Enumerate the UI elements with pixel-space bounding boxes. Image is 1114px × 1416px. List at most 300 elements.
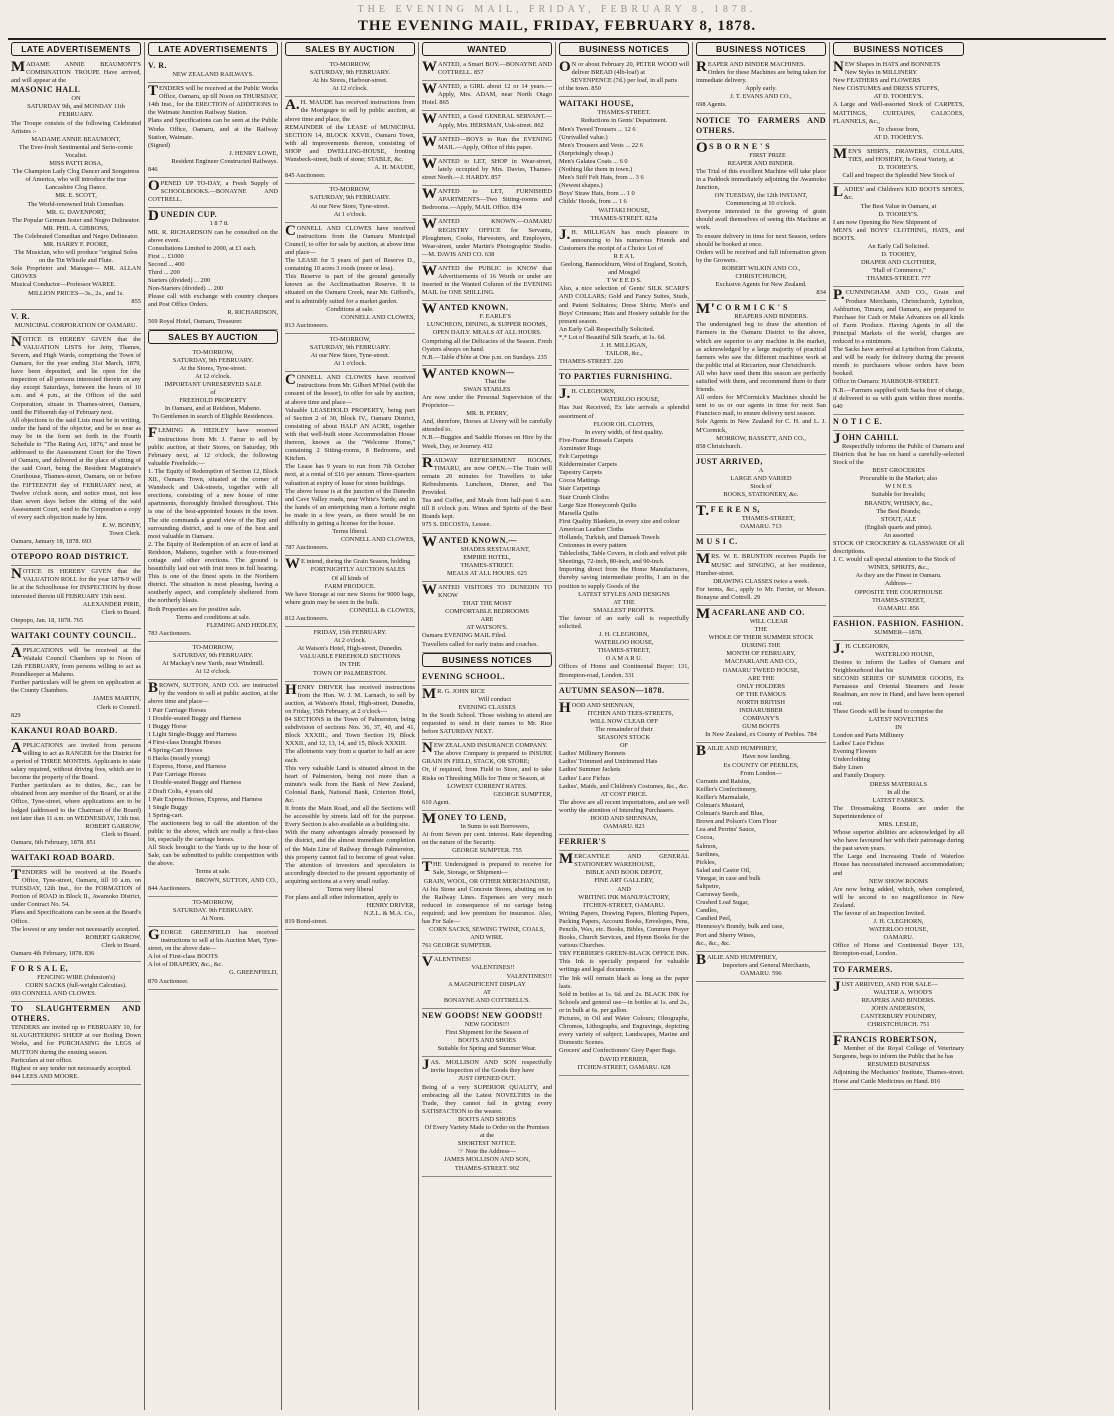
ad-line: Consultations Limited to 2000, at £1 each. bbox=[148, 244, 257, 252]
ad-line: Second ... 400 bbox=[148, 260, 185, 268]
advertisement bbox=[833, 59, 964, 146]
ad-line: At 12 o'clock. bbox=[195, 668, 231, 676]
ad-line: AT COST PRICE. bbox=[600, 790, 648, 798]
ad-line: OTEPOPO ROAD DISTRICT. bbox=[11, 552, 129, 562]
advertisement bbox=[148, 347, 278, 426]
ad-line: THAMES-STREET. 823a bbox=[590, 214, 658, 222]
ad-line: of the town. 850 bbox=[559, 85, 601, 93]
ad-line: GUM BOOTS bbox=[742, 723, 780, 731]
ad-line: MEN'S and BOYS' CLOTHING, HATS, and BOOTS. bbox=[833, 226, 964, 242]
advertisement bbox=[696, 606, 826, 743]
advertisement bbox=[148, 83, 278, 178]
ad-line: Terms liberal. bbox=[332, 528, 368, 536]
ad-line: SEVENPENCE (7d.) per loaf, in all parts bbox=[570, 77, 678, 85]
ad-line: Address— bbox=[884, 580, 913, 588]
ad-line: Or, if required, from Field to Store, and to take Risks on Threshing Mills for Time or Season, at bbox=[422, 766, 552, 782]
ad-line: MILLION PRICES—3s., 2s., and 1s. bbox=[28, 289, 124, 297]
ad-line: Sardines, bbox=[696, 850, 720, 858]
advertisement bbox=[833, 287, 964, 414]
ad-line: FORTNIGHTLY AUCTION SALES bbox=[310, 566, 406, 574]
ad-line: This very valuable Land is situated almost in the heart of Palmerston, being not more than a minute's walk from the Bank of New Zealand, Colonial Bank, National Bank, Criterion Hotel, &c. bbox=[285, 764, 415, 804]
advertisement bbox=[285, 334, 415, 372]
ad-line: TENDERS are invited up to FEBRUARY 10, for SLAUGHTERING SHEEP at our Boiling Down Works, and for PURCHASING the LEGS of MUTTON during the ensuing season. bbox=[11, 1024, 141, 1056]
ad-line: Starters (divided) ... 200 bbox=[148, 277, 211, 285]
ad-line: MR. E. SCOTT, bbox=[55, 192, 97, 200]
ad-line: These Goods will be found to comprise the bbox=[833, 707, 944, 715]
advertisement bbox=[422, 156, 552, 186]
ad-line: GRAIN, WOOL, OR OTHER MERCHANDISE, bbox=[423, 877, 551, 885]
ad-line: LOWEST CURRENT RATES. bbox=[447, 782, 527, 790]
ad-line: Further particulars as to duties, &c., can be obtained from any member of the Board, or at the Office, Tyne-street, where applications are to be lodged (addressed to the Chairman of the Board) not later than 11 a.m. on WEDNESDAY, 13th inst. bbox=[11, 782, 141, 822]
ad-line: Travellers called for early trains and coaches. bbox=[422, 640, 538, 648]
ad-line: WILL CLEAR bbox=[749, 617, 788, 625]
advertisement bbox=[833, 641, 964, 963]
ad-line: OAMARU. 856 bbox=[877, 604, 920, 612]
ad-line: LADIES' and Children's KID BOOTS SHOES, &c. bbox=[833, 184, 964, 202]
ad-line: Respectfully informs the Public of Oamaru and Districts that he has on hand a carefully-selected Stock of the bbox=[833, 442, 964, 467]
advertisement bbox=[11, 629, 141, 645]
ad-line: E. W. BONBY, bbox=[102, 521, 141, 529]
ad-line: 787 Auctioneers. bbox=[285, 544, 329, 552]
ad-line: WANTED, a Smart BOY.—BONAYNE AND COTTRELL. 857 bbox=[422, 59, 552, 77]
ad-line: Grocers' and Confectioners' Grey Paper Bags. bbox=[559, 1047, 677, 1055]
ad-line: (Newest shapes.) bbox=[559, 182, 603, 190]
ad-line: BROWN, SUTTON, AND CO. are instructed by the vendors to sell at public auction, at the above time and place— bbox=[148, 680, 278, 706]
ad-line: J.H. CLEGHORN, bbox=[833, 640, 890, 657]
ad-line: 4 Spring-Cart Horses bbox=[148, 747, 203, 755]
ad-line: Men's Tweed Trousers ... 12 6 bbox=[559, 125, 636, 133]
ad-line: EMPIRE HOTEL, bbox=[463, 553, 511, 561]
advertisement bbox=[148, 927, 278, 990]
section-header: SALES BY AUCTION bbox=[148, 330, 278, 344]
ad-line: Cretonnes in every pattern bbox=[559, 542, 627, 550]
ad-line: Procurable in the Market; also bbox=[859, 475, 938, 483]
ad-line: Orders will be received and full information given by the Growers. bbox=[696, 248, 826, 264]
ad-line: THAT THE MOST bbox=[462, 600, 512, 608]
ad-line: Sole Proprietor and Manager— MR. ALLAN GROVES bbox=[11, 265, 141, 281]
ad-line: WANTED the PUBLIC to KNOW that Advertisements of 16 Words or under are inserted in the Wanted Column of the EVENING MAIL for ONE SHILLING. bbox=[422, 262, 552, 297]
ad-line: WANTED, a GIRL about 12 or 14 years.—Apply, Mrs. ADAM, near North Otago Hotel. 865 bbox=[422, 81, 552, 107]
ad-line: Salmon, bbox=[696, 842, 718, 850]
ad-line: SATURDAY, 9th FEBRUARY. bbox=[172, 652, 254, 659]
advertisement bbox=[422, 186, 552, 216]
ad-line: BONAYNE AND COTTRELL'S. bbox=[443, 996, 531, 1004]
masthead bbox=[8, 4, 1106, 40]
ad-line: Underclothing bbox=[833, 756, 870, 764]
ad-line: ON or about February 20, PETER WOOD will deliver BREAD (4lb-loaf) at bbox=[559, 59, 689, 77]
advertisement bbox=[285, 59, 415, 97]
ad-line: The Dressmaking Rooms are under the Superintendence of bbox=[833, 804, 964, 820]
ad-line: FLEMING AND HEDLEY, bbox=[206, 621, 278, 629]
ad-line: SUMMER—1878. bbox=[874, 628, 923, 636]
ad-line: Particulars at our office. bbox=[11, 1056, 73, 1064]
ad-line: For terms, &c., apply to Mr. Ferrier, or Messrs. Bonayne and Cottrell. 29 bbox=[696, 585, 826, 601]
ad-line: 819 Bond-street. bbox=[285, 918, 328, 926]
ad-line: Pickles, bbox=[696, 858, 717, 866]
ad-line: Being of a very SUPERIOR QUALITY, and embracing all the Latest NOVELTIES in the Trade, they cannot fail in giving every SATISFACTION to the wearer. bbox=[422, 1083, 552, 1115]
ad-line: AND bbox=[617, 885, 631, 893]
ad-line: COMPANY'S bbox=[742, 715, 780, 723]
ad-line: 783 Auctioneers. bbox=[148, 629, 192, 637]
ad-line: The above house is at the junction of the Dunedin and Cave Valley roads, near White's Yards; and in the hands of an enterprising man a fortune might be made in a few years, as there would be no difficulty in getting a license for the house. bbox=[285, 487, 415, 527]
section-header: BUSINESS NOTICES bbox=[833, 42, 964, 56]
ad-line: Brown and Polson's Corn Flour bbox=[696, 818, 777, 826]
ad-line: REAPER AND BINDER. bbox=[727, 159, 795, 167]
ad-line: NEW ZEALAND RAILWAYS. bbox=[172, 71, 254, 78]
ad-line: SATURDAY, 9th FEBRUARY. bbox=[309, 344, 391, 351]
ad-line: MRS. LESLIE, bbox=[878, 820, 919, 828]
ad-line: SEASON'S STOCK bbox=[598, 734, 650, 742]
ad-line: ON bbox=[71, 95, 81, 103]
advertisement bbox=[559, 370, 689, 386]
ad-line: MONTH OF FEBRUARY, bbox=[726, 650, 796, 658]
ad-line: London and Paris Millinery bbox=[833, 731, 904, 739]
ad-line: AT D. TOOHEY'S. bbox=[873, 93, 924, 101]
ad-line: WANTED—BOYS to Run the EVENING MAIL.—Apply, Office of this paper. bbox=[422, 133, 552, 151]
advertisement bbox=[11, 724, 141, 740]
ad-line: R. RICHARDSON, bbox=[227, 309, 278, 317]
advertisement bbox=[696, 535, 826, 551]
ad-line: Oamaru, January 18, 1878. 693 bbox=[11, 538, 92, 546]
ad-line: DRESS MATERIALS bbox=[869, 780, 928, 788]
advertisement bbox=[559, 835, 689, 851]
ad-line: REAPERS AND BINDERS. bbox=[861, 996, 936, 1004]
ad-line: IN THE bbox=[339, 661, 361, 669]
advertisement bbox=[422, 954, 552, 1009]
ad-line: J.H. MILLIGAN has much pleasure in announcing to his numerous Friends and Customers the receipt of a Choice Lot of bbox=[559, 226, 689, 252]
ad-line: Reductions in Gents' Department. bbox=[580, 117, 668, 125]
ad-line: A Large and Well-assorted Stock of CARPETS, MATTINGS, CURTAINS, CALICOES, FLANNELS, &c., bbox=[833, 101, 964, 125]
ad-line: For plans and all other information, apply to bbox=[285, 894, 399, 902]
ad-line: N.B.—Table d'hôte at One p.m. on Sundays. 235 bbox=[422, 353, 547, 361]
ad-line: BROWN, SUTTON, AND CO., bbox=[195, 876, 278, 884]
ad-line: ROBERT GARROW, bbox=[85, 822, 141, 830]
ad-line: The favour of an Inspection Invited. bbox=[833, 910, 926, 917]
ad-line: TOWN OF PALMERSTON. bbox=[313, 669, 387, 677]
ad-line: APPLICATIONS will be received at the Waitaki Council Chambers up to Noon of 12th FEBRUARY, from persons willing to act as Poundkeeper at Maheno. bbox=[11, 644, 141, 679]
ad-line: CANTERBURY FOUNDRY, bbox=[860, 1012, 937, 1020]
ad-line: WRITING INK MANUFACTORY, bbox=[578, 893, 670, 901]
ad-line: KAKANUI ROAD BOARD. bbox=[11, 725, 118, 735]
ad-line: 812 Auctioneers. bbox=[285, 615, 329, 622]
ad-line: TRY FERRIER'S GREEN-BLACK OFFICE INK. This Ink is specially prepared for valuable writings and legal documents. bbox=[559, 950, 689, 974]
ad-line: MRS. W. E. BRUNTON receives Pupils for MUSIC and SINGING, at her residence, Humber-street. bbox=[696, 551, 826, 577]
column-7 bbox=[830, 42, 967, 1410]
ad-line: I am now Opening the New Shipment of bbox=[833, 218, 937, 226]
advertisement bbox=[422, 81, 552, 111]
ad-line: At his Stores, Harbour-street. bbox=[312, 77, 388, 85]
ad-line: Adjoining the Mechanics' Institute, Thames-street. Horse and Cattle Medicines on Hand. 816 bbox=[833, 1069, 964, 1085]
ad-line: To ensure delivery in time for next Season, orders should be booked at once. bbox=[696, 232, 826, 248]
ad-line: ROBERT WILKIN AND CO., bbox=[721, 264, 801, 272]
ad-line: J. HENRY LOWE, bbox=[229, 149, 278, 157]
ad-line: Sole Agents in New Zealand for C. H. and L. J. M'Cormick, bbox=[696, 418, 826, 434]
advertisement bbox=[422, 859, 552, 954]
ad-line: 693 CONNELL AND CLOWES. bbox=[11, 990, 97, 998]
ad-line: LATEST FABRICS. bbox=[872, 796, 925, 804]
ad-line: At our New Store, Tyne-street. bbox=[310, 202, 390, 210]
ad-line: N.Z.L. & M.A. Co., bbox=[363, 910, 415, 918]
ad-line: Keiller's Confectionery, bbox=[696, 785, 757, 793]
section-header: LATE ADVERTISEMENTS bbox=[11, 42, 141, 56]
ad-line: 1 Pair Express Horses, Express, and Harness bbox=[148, 795, 263, 803]
ad-line: WANTED to LET, FURNISHED APARTMENTS—Two Sitting-rooms and Bedrooms.—Apply, MAIL Office. 834 bbox=[422, 186, 552, 212]
ad-line: At our New Store, Tyne-street. bbox=[310, 352, 390, 360]
ad-line: 1 Single Buggy bbox=[148, 803, 188, 811]
advertisement bbox=[422, 111, 552, 133]
advertisement bbox=[285, 372, 415, 556]
ad-line: STOCK OF CROCKERY & GLASSWARE Of all descriptions. bbox=[833, 539, 964, 556]
ad-line: At Mackay's new Yards, near Windmill. bbox=[162, 660, 264, 668]
advertisement bbox=[148, 680, 278, 896]
ad-line: J.H. CLEGHORN, bbox=[559, 386, 616, 403]
ad-line: WANTED KNOWN.— bbox=[422, 533, 518, 550]
ad-line: OS B O R N E ' S bbox=[696, 139, 771, 156]
ad-line: WANTED KNOWN.—OAMARU REGISTRY OFFICE for Servants, Ploughmen, Cooks, Harvesters, and Employers, Wear-street, under Martin's Photographic Studio.—M. DAVIS AND CO. 638 bbox=[422, 216, 552, 258]
ad-line: The allotments vary from a quarter to half an acre each. bbox=[285, 748, 415, 764]
ad-line: Tea and Coffee, and Meals from half-past 6 a.m. till 8 o'clock p.m. Wines and Spirits of the Best Brands kept. bbox=[422, 497, 552, 521]
ad-line: Suitable for Spring and Summer Wear. bbox=[437, 1045, 537, 1053]
ad-line: VALENTINES!! bbox=[471, 964, 515, 972]
advertisement bbox=[422, 1057, 552, 1176]
advertisement bbox=[559, 700, 689, 836]
ad-line: 610 Agent. bbox=[422, 798, 451, 806]
ad-line: WAITAKI ROAD BOARD. bbox=[11, 852, 115, 862]
ad-line: WANTED VISITORS TO DUNEDIN TO KNOW bbox=[422, 581, 552, 599]
ad-line: HOOD AND SHENNAN, bbox=[559, 699, 635, 716]
ad-line: NEW SHOW ROOMS bbox=[868, 877, 929, 885]
ad-line: OAMARU. 823 bbox=[603, 823, 645, 831]
advertisement bbox=[11, 740, 141, 851]
ad-line: OAMARU. 596 bbox=[740, 969, 782, 977]
ad-line: TO-MORROW, bbox=[329, 335, 371, 343]
ad-line: 813 Auctioneers. bbox=[285, 321, 329, 329]
ad-line: 1 Buggy Horse bbox=[148, 722, 187, 730]
ad-line: A lot of DRAPERY, &c., &c. bbox=[148, 961, 223, 969]
ad-line: All objections to the said Lists must be in writing, under the hand of the objector, and be so near as may be in the form set forth in the Fourth Schedule to "The Rating Act, 1876," and must be addressed to the Assessment Court for the Town of Oamaru, and delivered at the place of sitting of the said Court, being the Resident Magistrate's Courthouse, Thames-street, Oamaru, on or before the FIFTEENTH day of FEBRUARY next, at Twelve o'clock noon, and notice must, not less than seven days before the sitting of the said Assessment Court, send to the Corporation a copy of every such objection made by him. bbox=[11, 416, 141, 521]
ad-line: A MAGNIFICENT DISPLAY bbox=[448, 980, 526, 988]
ad-line: At 1 o'clock. bbox=[333, 210, 367, 218]
ad-line: J. C. would call special attention to the Stock of bbox=[833, 556, 956, 564]
ad-line: At his Stone and Concrete Stores, abutting on to the Railway Lines. Expenses are very much reduced in consequence of no cartage being required; and low premium for insurance. Also, has For Sale— bbox=[422, 885, 552, 925]
ad-line: 1 Spring-cart. bbox=[148, 811, 184, 819]
ad-line: 6 Hacks (mostly young) bbox=[148, 755, 210, 763]
ad-line: To choose from, bbox=[877, 125, 920, 133]
ad-line: WAITAKI HOUSE, bbox=[559, 99, 634, 109]
advertisement bbox=[696, 952, 826, 982]
ad-line: CONNELL AND CLOWES, bbox=[340, 313, 415, 321]
ad-line: BEST GROCERIES bbox=[872, 467, 925, 475]
ad-line: DRAWING CLASSES twice a week. bbox=[713, 577, 809, 585]
ad-line: At 1 o'clock. bbox=[333, 360, 367, 368]
ad-line: From London— bbox=[740, 769, 782, 777]
ad-line: G. GREENFIELD, bbox=[229, 969, 278, 977]
ad-line: Boys' Straw Hats, from ... 1 0 bbox=[559, 190, 635, 198]
ad-line: ONLY HOLDERS bbox=[737, 682, 785, 690]
ad-line: All who have used them this season are perfectly satisfied with them, and recommend them to their friends. bbox=[696, 369, 826, 394]
ad-line: The Ink will remain black as long as the paper lasts. bbox=[559, 974, 689, 990]
ad-line: TO-MORROW, bbox=[329, 186, 371, 194]
ad-line: SHORTEST NOTICE. bbox=[457, 1140, 517, 1148]
ad-line: Candles, bbox=[696, 907, 719, 915]
ad-line: Highest or any tender not necessarily accepted. bbox=[11, 1064, 132, 1072]
ad-line: SATURDAY. 9th FEBRUARY. bbox=[172, 906, 254, 914]
ad-line: Ladies' Millinery Bonnets bbox=[559, 750, 626, 758]
ad-line: Whose superior abilities are acknowledged by all who have favoured her with their patronage during the past seven years. bbox=[833, 829, 964, 853]
ad-line: "Hall of Commerce," bbox=[871, 267, 926, 275]
ad-line: Oamaru, 6th February, 1878. 851 bbox=[11, 838, 96, 846]
ad-line: NORTH BRITISH bbox=[736, 698, 786, 706]
advertisement bbox=[559, 851, 689, 1076]
ad-line: WAITAKI HOUSE, bbox=[598, 206, 650, 214]
ad-line: Hennessy's Brandy, bulk and case, bbox=[696, 923, 785, 931]
ad-line: Office in Oamaru: HARBOUR-STREET. bbox=[833, 378, 940, 386]
ad-line: DURING THE bbox=[741, 642, 781, 650]
ad-line: The Ever-fresh Sentimental and Serio-comic Vocalist. bbox=[18, 143, 134, 159]
ad-line: A bbox=[758, 466, 764, 474]
advertisement bbox=[696, 301, 826, 455]
ad-line: Tablecloths, Table Covers, in cloth and velvet pile bbox=[559, 550, 688, 558]
ad-line: Resident Engineer Constructed Railways. bbox=[171, 157, 278, 165]
ad-line: N O T I C E. bbox=[833, 416, 883, 426]
ad-line: A. H. MAUDE, bbox=[374, 164, 415, 172]
ad-line: Ladies' Summer Jackets bbox=[559, 766, 621, 774]
ad-line: DUNEDIN CUP. bbox=[148, 208, 218, 225]
ad-line: FRANCIS ROBERTSON, bbox=[833, 1033, 937, 1050]
ad-line: A.H. MAUDE has received instructions from the Mortgagee to sell by public auction, at above time and place, the bbox=[285, 97, 415, 123]
ad-line: Are now being added, which, when completed, will be second to no magnificence in New Zealand. bbox=[833, 885, 964, 909]
ad-line: V. R. bbox=[148, 61, 168, 70]
ad-line: THE bbox=[754, 626, 768, 634]
ad-line: WINES, SPIRITS, &c., bbox=[868, 564, 929, 572]
ad-line: AT THE bbox=[613, 598, 635, 606]
advertisement bbox=[285, 556, 415, 627]
ad-line: MADAME ANNIE BEAUMONT'S COMBINATION TROUPE Have arrived, and will appear at the bbox=[11, 59, 141, 85]
ad-line: WANTED KNOWN. bbox=[422, 301, 509, 318]
ad-line: FLEMING & HEDLEY have received instructions from Mr. J. Farrar to sell by public auction, at their Stores, on Saturday, 9th February next, at 12 o'clock, the following valuable Freeholds:— bbox=[148, 425, 278, 467]
ad-line: Otepopo, Jan. 18, 1878. 765 bbox=[11, 616, 84, 624]
ad-line: 1 Express, Horse, and Harness bbox=[148, 763, 227, 771]
ad-line: Ex COUNTY OF PEEBLES, bbox=[723, 761, 799, 769]
ad-line: (Nothing like them in town.) bbox=[559, 166, 633, 174]
ad-line: LATEST NOVELTIES bbox=[868, 715, 929, 723]
ad-line: The lowest or any tender not necessarily accepted. bbox=[11, 925, 140, 933]
ad-line: The remainder of their bbox=[595, 725, 653, 733]
advertisement bbox=[285, 627, 415, 682]
advertisement bbox=[11, 550, 141, 566]
ad-line: OPENED UP TO-DAY, a Fresh Supply of SCHOOLBOOKS.—BONAYNE AND COTTRELL. bbox=[148, 178, 278, 204]
advertisement bbox=[285, 97, 415, 184]
ad-line: T.F E R E N S, bbox=[696, 503, 760, 520]
ad-line: MADAME ANNIE BEAUMONT, bbox=[31, 135, 121, 143]
ad-line: THAMES-STREET. bbox=[597, 109, 651, 117]
ad-line: (Unrivalled value.) bbox=[559, 133, 608, 141]
ad-line: Large Size Honeycomb Quilts bbox=[559, 501, 637, 509]
ad-line: Clerk to Board. bbox=[101, 830, 141, 838]
ad-line: 84 SECTIONS in the Town of Palmerston, being subdivision of sections Nos. 36, 37, 40, and 41, Block XXXIII., and Town Section 19, Block XXXII., and 12, 13, 14, and 15, Block XXXIII. bbox=[285, 716, 415, 748]
ad-line: With the many advantages already possessed by the district, and the almost immediate completion of the Main Line of Railway through Palmerston, this property cannot fail to become of great value. The attention of investors and speculators is accordingly directed to the present opportunity of acquiring sections at a very small outlay. bbox=[285, 829, 415, 885]
ad-line: Men's Galatea Coats ... 6 0 bbox=[559, 157, 628, 165]
advertisement bbox=[422, 811, 552, 859]
ad-line: Ladies', Maids, and Children's Costumes, &c., &c. bbox=[559, 782, 689, 790]
advertisement bbox=[696, 455, 826, 503]
ad-line: LATEST STYLES AND DESIGNS bbox=[578, 590, 670, 598]
ad-line: V. R. bbox=[11, 311, 31, 321]
ad-line: Kidderminster Carpets bbox=[559, 461, 618, 469]
ad-line: M U S I C. bbox=[696, 537, 738, 547]
ad-line: TO SLAUGHTERMEN AND OTHERS. bbox=[11, 1004, 141, 1024]
ad-line: 1 Light Single-Buggy and Harness bbox=[148, 730, 237, 738]
ad-line: Have now landing, bbox=[742, 753, 791, 761]
advertisement bbox=[148, 178, 278, 208]
advertisement bbox=[696, 743, 826, 951]
ad-line: First Quality Blankets, in every size and colour bbox=[559, 517, 680, 525]
advertisement bbox=[833, 184, 964, 287]
ad-line: 698 Agents. bbox=[696, 101, 727, 109]
ad-line: SATURDAY 9th, and MONDAY 11th FEBRUARY. bbox=[27, 103, 125, 119]
ad-line: CONNELL AND CLOWES, bbox=[340, 536, 415, 544]
ad-line: MACFARLANE AND CO., bbox=[724, 658, 798, 666]
ad-line: MR. B. PERRY, bbox=[466, 410, 508, 418]
ad-line: Salad and Castor Oil, bbox=[696, 866, 751, 874]
ad-line: TO-MORROW, bbox=[192, 643, 234, 651]
ad-line: HENRY DRIVER, bbox=[366, 902, 415, 910]
ad-line: FINE ART GALLERY, bbox=[594, 877, 654, 885]
ad-line: OF bbox=[619, 742, 629, 750]
ad-line: MEN'S SHIRTS, DRAWERS, COLLARS, TIES, and HOSIERY, In Great Variety, at bbox=[833, 145, 964, 164]
ad-line: JUST ARRIVED, bbox=[696, 456, 763, 466]
ad-line: A lot of First-class BOOTS bbox=[148, 953, 218, 961]
advertisement bbox=[422, 534, 552, 582]
ad-line: Ladies' Lace Fichus bbox=[559, 774, 610, 782]
ad-line: The Troupe consists of the following Celebrated Artistes :- bbox=[11, 119, 141, 135]
ad-line: N.B.—Farmers supplied with Sacks free of charge, if delivered to us with grain within three months. 640 bbox=[833, 386, 964, 410]
masthead-ghost-text: THE EVENING MAIL, FRIDAY, FEBRUARY 8, 1878. bbox=[357, 4, 757, 15]
ad-line: WANTED KNOWN— bbox=[422, 365, 515, 382]
ad-line: EVENING SCHOOL. bbox=[422, 671, 506, 681]
ad-line: WILL NOW CLEAR OFF bbox=[589, 717, 659, 725]
ad-line: AT D. TOOHEY'S. bbox=[873, 133, 924, 141]
ad-line: Lea and Perrins' Sauce, bbox=[696, 826, 756, 834]
ad-line: GEORGE SUMPTER. 755 bbox=[452, 847, 522, 855]
ad-line: THAMES-STREET, bbox=[741, 515, 795, 523]
ad-line: THAMES-STREET, bbox=[597, 647, 651, 655]
advertisement bbox=[422, 670, 552, 686]
ad-line: R E A L bbox=[613, 252, 635, 260]
ad-line: The Champion Lady Clog Dancer and Songstress of America, who will introduce the true Lancashire Clog Dance. bbox=[12, 168, 140, 192]
column-4 bbox=[419, 42, 556, 1410]
ad-line: EVENING CLASSES bbox=[458, 703, 516, 711]
ad-line: WANTED to LET, SHOP in Wear-street, lately occupied by Mrs. Davies, Thames-street North.—J. HARDY. 857 bbox=[422, 155, 552, 182]
ad-line: 858 Christchurch. bbox=[696, 442, 742, 450]
ad-line: An Early Call Respectfully Solicited. bbox=[559, 325, 655, 333]
advertisement bbox=[833, 1033, 964, 1089]
ad-line: Axminster Rugs bbox=[559, 444, 601, 452]
ad-line: 1 Double-seated Buggy and Harness bbox=[148, 714, 242, 722]
advertisement bbox=[696, 114, 826, 140]
ad-line: The Trial of this excellent Machine will take place in a Paddock immediately adjoining the Awamoko Junction, bbox=[696, 167, 826, 191]
ad-line: STOUT, ALE bbox=[880, 515, 917, 523]
ad-line: GEORGE GREENFIELD has received instructions to sell at his Auction Mart, Tyne-street, on the above date— bbox=[148, 927, 278, 953]
advertisement bbox=[696, 503, 826, 535]
advertisement bbox=[422, 216, 552, 262]
ad-line: 855 bbox=[131, 297, 141, 305]
ad-line: To Gentlemen in search of Eligible Residences. bbox=[152, 413, 274, 421]
ad-line: CONNELL AND CLOWES have received instructions from the Oamaru Municipal Council, to offer for sale by auction, at above time and place— bbox=[285, 222, 415, 256]
ad-line: TENDERS will be received at the Public Works Office, Oamaru, up till Noon on THURSDAY, 14th Inst., for the ERECTION of ADDITIONS to the Waimate Junction Railway Station. bbox=[148, 83, 278, 117]
ad-line: Clerk to Board. bbox=[101, 941, 141, 949]
ad-line: J. H. CLEGHORN, bbox=[873, 918, 924, 926]
